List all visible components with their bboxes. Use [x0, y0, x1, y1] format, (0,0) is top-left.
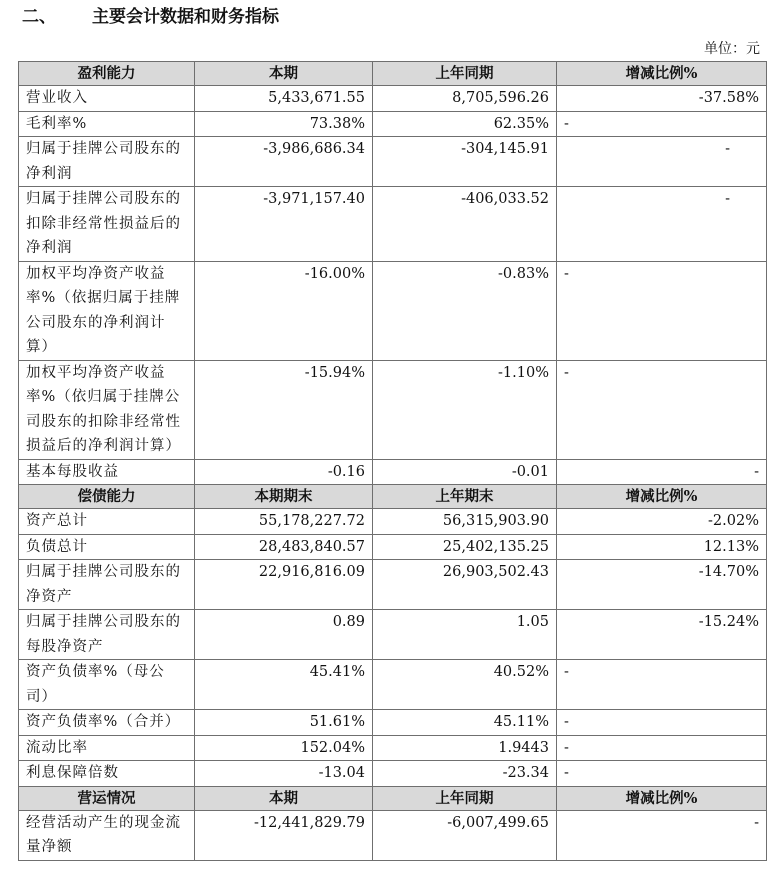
- current-value: -12,441,829.79: [195, 810, 373, 860]
- table-row: [19, 610, 767, 660]
- change-value: -2.02%: [557, 509, 767, 535]
- current-value: 73.38%: [195, 111, 373, 137]
- current-value: 5,433,671.55: [195, 86, 373, 112]
- table-row: [19, 86, 767, 112]
- table-row: [19, 660, 767, 710]
- prior-value: -6,007,499.65: [373, 810, 557, 860]
- row-label: 归属于挂牌公司股东的净资产: [19, 560, 195, 610]
- row-label: 资产负债率%（母公司）: [19, 660, 195, 710]
- row-label: 营业收入: [19, 86, 195, 112]
- section-number: 二、: [22, 7, 56, 27]
- prior-value: -0.83%: [373, 261, 557, 360]
- table-row: [19, 111, 767, 137]
- row-label: 流动比率: [19, 735, 195, 761]
- change-value: -14.70%: [557, 560, 767, 610]
- section-header-row: [19, 485, 767, 509]
- row-label: 加权平均净资产收益率%（依归属于挂牌公司股东的扣除非经常性损益后的净利润计算）: [19, 360, 195, 459]
- current-value: -3,986,686.34: [195, 137, 373, 187]
- change-value: -: [557, 187, 767, 262]
- change-value: -15.24%: [557, 610, 767, 660]
- change-value: -: [557, 810, 767, 860]
- section-header-row: [19, 62, 767, 86]
- table-row: [19, 534, 767, 560]
- table-row: [19, 761, 767, 787]
- change-value: -: [557, 710, 767, 736]
- current-period-header: 本期期末: [195, 485, 373, 509]
- table-row: [19, 360, 767, 459]
- current-value: -0.16: [195, 459, 373, 485]
- current-value: 55,178,227.72: [195, 509, 373, 535]
- row-label: 经营活动产生的现金流量净额: [19, 810, 195, 860]
- row-label: 基本每股收益: [19, 459, 195, 485]
- prior-value: 62.35%: [373, 111, 557, 137]
- prior-period-header: 上年同期: [373, 62, 557, 86]
- table-row: [19, 810, 767, 860]
- current-value: -13.04: [195, 761, 373, 787]
- section-heading: [22, 2, 279, 27]
- change-value: -: [557, 761, 767, 787]
- current-value: 152.04%: [195, 735, 373, 761]
- row-label: 归属于挂牌公司股东的扣除非经常性损益后的净利润: [19, 187, 195, 262]
- current-value: -16.00%: [195, 261, 373, 360]
- table-row: [19, 735, 767, 761]
- prior-period-header: 上年同期: [373, 786, 557, 810]
- current-period-header: 本期: [195, 786, 373, 810]
- change-value: 12.13%: [557, 534, 767, 560]
- prior-value: -304,145.91: [373, 137, 557, 187]
- row-label: 负债总计: [19, 534, 195, 560]
- row-label: 利息保障倍数: [19, 761, 195, 787]
- change-value: -: [557, 660, 767, 710]
- prior-value: 40.52%: [373, 660, 557, 710]
- prior-value: 56,315,903.90: [373, 509, 557, 535]
- category-header: 偿债能力: [19, 485, 195, 509]
- financial-indicators-table: [18, 61, 767, 861]
- change-header: 增减比例%: [557, 62, 767, 86]
- change-value: -: [557, 360, 767, 459]
- prior-value: 25,402,135.25: [373, 534, 557, 560]
- change-value: -37.58%: [557, 86, 767, 112]
- table-row: [19, 710, 767, 736]
- table-row: [19, 459, 767, 485]
- change-value: -: [557, 261, 767, 360]
- section-title: 主要会计数据和财务指标: [92, 7, 279, 27]
- row-label: 归属于挂牌公司股东的净利润: [19, 137, 195, 187]
- change-header: 增减比例%: [557, 485, 767, 509]
- category-header: 营运情况: [19, 786, 195, 810]
- current-value: 28,483,840.57: [195, 534, 373, 560]
- prior-value: 26,903,502.43: [373, 560, 557, 610]
- prior-period-header: 上年期末: [373, 485, 557, 509]
- category-header: 盈利能力: [19, 62, 195, 86]
- table-row: [19, 187, 767, 262]
- current-value: 45.41%: [195, 660, 373, 710]
- prior-value: -1.10%: [373, 360, 557, 459]
- unit-label: 单位：元: [704, 41, 760, 57]
- current-value: 22,916,816.09: [195, 560, 373, 610]
- prior-value: -23.34: [373, 761, 557, 787]
- table-row: [19, 509, 767, 535]
- row-label: 加权平均净资产收益率%（依据归属于挂牌公司股东的净利润计算）: [19, 261, 195, 360]
- current-value: -3,971,157.40: [195, 187, 373, 262]
- section-header-row: [19, 786, 767, 810]
- change-value: -: [557, 459, 767, 485]
- prior-value: 1.05: [373, 610, 557, 660]
- current-period-header: 本期: [195, 62, 373, 86]
- table-row: [19, 560, 767, 610]
- current-value: -15.94%: [195, 360, 373, 459]
- prior-value: -0.01: [373, 459, 557, 485]
- row-label: 资产负债率%（合并）: [19, 710, 195, 736]
- row-label: 资产总计: [19, 509, 195, 535]
- change-value: -: [557, 111, 767, 137]
- prior-value: 45.11%: [373, 710, 557, 736]
- row-label: 毛利率%: [19, 111, 195, 137]
- current-value: 51.61%: [195, 710, 373, 736]
- change-value: -: [557, 137, 767, 187]
- row-label: 归属于挂牌公司股东的每股净资产: [19, 610, 195, 660]
- table-row: [19, 137, 767, 187]
- prior-value: 1.9443: [373, 735, 557, 761]
- prior-value: -406,033.52: [373, 187, 557, 262]
- prior-value: 8,705,596.26: [373, 86, 557, 112]
- current-value: 0.89: [195, 610, 373, 660]
- change-value: -: [557, 735, 767, 761]
- table-row: [19, 261, 767, 360]
- change-header: 增减比例%: [557, 786, 767, 810]
